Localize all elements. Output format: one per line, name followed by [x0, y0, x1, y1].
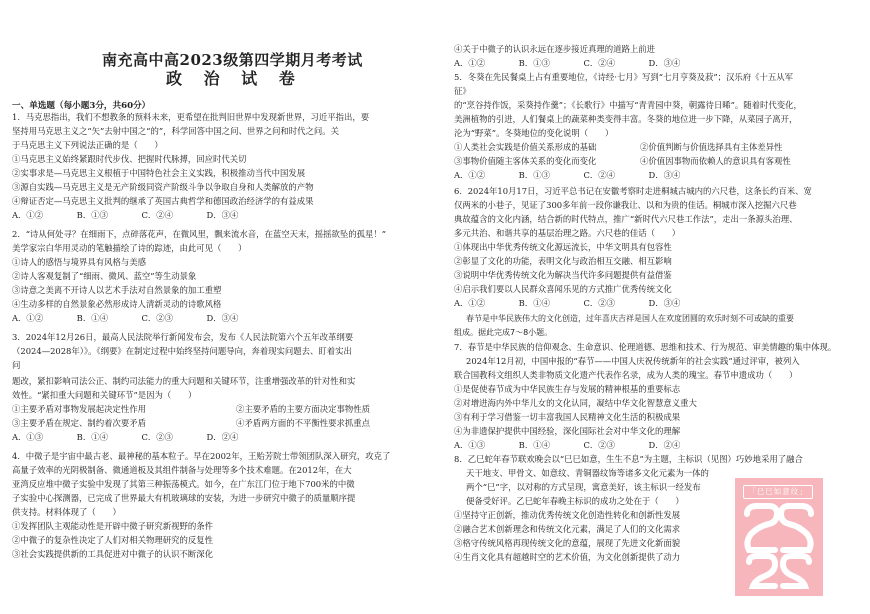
- text-line: 3．2024年12月26日，最高人民法院举行新闻发布会，发布《人民法院第六个五年改革纲要: [12, 332, 354, 342]
- snake-year-logo: [735, 478, 823, 596]
- text-line: ③事物价值随主客体关系的变化而变化: [454, 156, 597, 166]
- text-line: A．①② B．①④ C．②③ D．③④: [12, 313, 239, 323]
- text-line: ①人类社会实践是价值关系形成的基础: [454, 142, 597, 152]
- text-line: 亚湾反应堆中微子实验中发现了其第三种振荡模式。如今，在广东江门位于地下700米的中微: [12, 479, 355, 489]
- text-line: 题改，紧扣影响司法公正、制约司法能力的重大问题和关键环节，注重增强改革的针对性和实: [12, 376, 356, 386]
- text-line: A．①③ B．①④ C．②③ D．②④: [454, 440, 681, 450]
- text-line: ③有利于学习借鉴一切丰富我国人民精神文化生活的积极成果: [454, 412, 681, 422]
- text-line: 供支持。材料体现了（ ）: [12, 507, 121, 517]
- text-line: 4．中微子是宇宙中最古老、最神秘的基本粒子。早在2002年，王贻芳院士带领团队深入研究，攻克了: [12, 451, 391, 461]
- text-line: 美洲植物的引进，人们餐桌上的蔬菜种类变得丰富。冬葵的地位进一步下降，从菜园子离开，: [454, 114, 798, 124]
- text-line: 天干地支、甲骨文、如意纹、青铜器纹饰等诸多文化元素为一体的: [466, 468, 709, 478]
- text-line: 春节是中华民族伟大的文化创造，过年喜庆吉祥是国人在欢度团圆的欢乐时刻不可或缺的重要: [466, 314, 794, 323]
- text-line: ②主要矛盾的主要方面决定事物性质: [236, 404, 370, 414]
- text-line: ②诗人客观复制了“细雨、微风、蓝空”等生动景象: [12, 271, 197, 281]
- text-line: 效性。“紧扣重大问题和关键环节”是因为（ ）: [12, 390, 197, 400]
- text-line: 征》: [454, 86, 471, 96]
- text-line: 仅两米的小巷子，见证了300多年前一段你谦我让、以和为贵的佳话。桐城市深入挖掘六尺巷: [454, 200, 797, 210]
- text-line: 8．乙巳蛇年春节联欢晚会以“巳巳如意，生生不息”为主题，主标识（见图）巧妙地采用了融合: [454, 454, 803, 464]
- text-line: 问: [12, 360, 21, 370]
- text-line: ④价值因事物而依赖人的意识具有客观性: [640, 156, 791, 166]
- text-line: 联合国教科文组织人类非物质文化遗产代表作名录，成为人类的瑰宝。春节申遗成功（ ）: [454, 370, 798, 380]
- text-line: ②对增进海内外中华儿女的文化认同，凝结中华文化智慧意义重大: [454, 398, 697, 408]
- text-line: ①体现出中华优秀传统文化源远流长，中华文明具有包容性: [454, 242, 672, 252]
- text-line: 两个“巳”字，以对称的方式呈现，寓意美好，该主标识一经发布: [466, 482, 701, 492]
- text-line: ①诗人的感悟与境界具有风格与美感: [12, 257, 146, 267]
- text-line: 坚持用马克思主义之“矢”去射中国之“的”，科学回答中国之问、世界之问和时代之问。关: [12, 126, 339, 136]
- text-line: ①坚持守正创新，推动优秀传统文化创造性转化和创新性发展: [454, 510, 681, 520]
- exam-title: 南充高中高2023级第四学期月考考试: [102, 51, 363, 69]
- text-line: ②融合艺术创新理念和传统文化元素，满足了人们的文化需求: [454, 524, 681, 534]
- text-line: ④为非遗保护提供中国经验，深化国际社会对中华文化的理解: [454, 426, 681, 436]
- text-line: ④矛盾两方面的不平衡性要求抓重点: [236, 418, 370, 428]
- text-line: 于马克思主义下列说法正确的是（ ）: [12, 140, 163, 150]
- text-line: ②价值判断与价值选择具有主体差异性: [640, 142, 783, 152]
- text-line: ②中微子的复杂性决定了人们对相关物理研究的反复性: [12, 535, 213, 545]
- section-heading: 一、单选题（每小题3分，共60分）: [12, 101, 151, 111]
- text-line: 1．马克思指出，我们不想教条的预料未来，更希望在批判旧世界中发现新世界，习近平指出，要: [12, 112, 370, 122]
- text-line: ③诗意之美离不开诗人以艺术手法对自然景象的加工重塑: [12, 285, 222, 295]
- text-line: ④辩证否定—马克思主义批判的继承了英国古典哲学和德国政治经济学的有益成果: [12, 196, 314, 206]
- text-line: ④启示我们要以人民群众喜闻乐见的方式推广优秀传统文化: [454, 284, 672, 294]
- text-line: ①是促使春节成为中华民族生存与发展的精神根基的重要标志: [454, 384, 681, 394]
- text-line: ②彰显了文化的功能，表明文化与政治相互交融、相互影响: [454, 256, 672, 266]
- text-line: A．①③ B．①④ C．②③ D．②④: [12, 432, 239, 442]
- text-line: ①发挥团队主观能动性是开辟中微子研究新视野的条件: [12, 521, 213, 531]
- logo-caption: 「巳巳如意纹」: [743, 485, 813, 499]
- text-line: ③源自实践—马克思主义是无产阶级同资产阶级斗争以争取自身和人类解放的产物: [12, 182, 314, 192]
- text-line: 便备受好评。乙巳蛇年春晚主标识的成功之处在于（ ）: [466, 496, 684, 506]
- text-line: 沦为“野菜”。冬葵地位的变化说明（ ）: [454, 128, 614, 138]
- text-line: ①主要矛盾对事物发展起决定性作用: [12, 404, 146, 414]
- text-line: ④生肖文化具有超越时空的艺术价值，为文化创新提供了动力: [454, 552, 681, 562]
- text-line: ③说明中华优秀传统文化为解决当代许多问题提供有益借鉴: [454, 270, 672, 280]
- text-line: 2．“诗从何处寻？在细雨下，点碎落花声，在微风里，飘来流水音，在蓝空天末，摇摇欲坠的孤星！”: [12, 229, 387, 239]
- text-line: 子实验中心探测器，已完成了世界最大有机玻璃球的安装，为进一步研究中微子的质量顺序提: [12, 493, 356, 503]
- text-line: 2024年12月初，中国申报的“春节——中国人庆祝传统新年的社会实践”通过评审，被列入: [466, 356, 800, 366]
- exam-subtitle: 政 治 试 卷: [166, 69, 303, 88]
- text-line: （2024—2028年）》。《纲要》在制定过程中始终坚持问题导向，奔着现实问题去、盯着实出: [12, 346, 352, 356]
- text-line: ③格守传统风格再现传统文化的意蕴，展现了先进文化新面貌: [454, 538, 681, 548]
- text-line: 7．春节是中华民族的信仰观念、生命意识、伦理道德、思维和技术、行为规范、审美情趣的集中体现。: [454, 342, 837, 352]
- text-line: ④关于中微子的认识永远在逐步接近真理的道路上前进: [454, 44, 655, 54]
- text-line: A．①② B．①③ C．②④ D．③④: [454, 170, 681, 180]
- text-line: ④生动多样的自然景象必然形成诗人清新灵动的诗歌风格: [12, 299, 222, 309]
- text-line: 组成。据此完成7～8小题。: [454, 328, 553, 337]
- text-line: A．①② B．①③ C．②④ D．③④: [454, 58, 681, 68]
- text-line: ③主要矛盾在规定、制约着次要矛盾: [12, 418, 146, 428]
- text-line: 典故蕴含的文化内涵，结合新的时代特点，推广“新时代六尺巷工作法”，走出一条源头治理、: [454, 214, 798, 224]
- double-si-symbol-icon: [739, 500, 819, 592]
- text-line: A．①② B．①③ C．②④ D．③④: [12, 210, 239, 220]
- text-line: 的“烹谷持作饭，采葵持作羹”；《长歌行》中描写“青青园中葵，朝露待日晞”。随着时代变化，: [454, 100, 802, 110]
- text-line: ③社会实践提供新的工具促进对中微子的认识不断深化: [12, 549, 213, 559]
- text-line: A．①② B．①④ C．②③ D．③④: [454, 298, 681, 308]
- text-line: ②实事求是—马克思主义根植于中国特色社会主义实践，积极推动当代中国发展: [12, 168, 306, 178]
- text-line: 多元共治、和谐共享的基层治理之路。六尺巷的佳话（ ）: [454, 228, 681, 238]
- text-line: 高量子效率的光阴极制备、微通道板及其组件制备与处理等多个技术难题。在2012年，在大: [12, 465, 352, 475]
- text-line: 6．2024年10月17日，习近平总书记在安徽考察时走进桐城古城内的六尺巷，这条长约百米、宽: [454, 186, 812, 196]
- text-line: 美学家宗白华用灵动的笔触描绘了诗的踪迹，由此可见（ ）: [12, 243, 247, 253]
- text-line: 5．冬葵在先民餐桌上占有重要地位，《诗经·七月》写到“七月亨葵及菽”；汉乐府《十五从军: [454, 72, 793, 82]
- text-line: ①马克思主义始终紧跟时代步伐、把握时代脉搏，回应时代关切: [12, 154, 247, 164]
